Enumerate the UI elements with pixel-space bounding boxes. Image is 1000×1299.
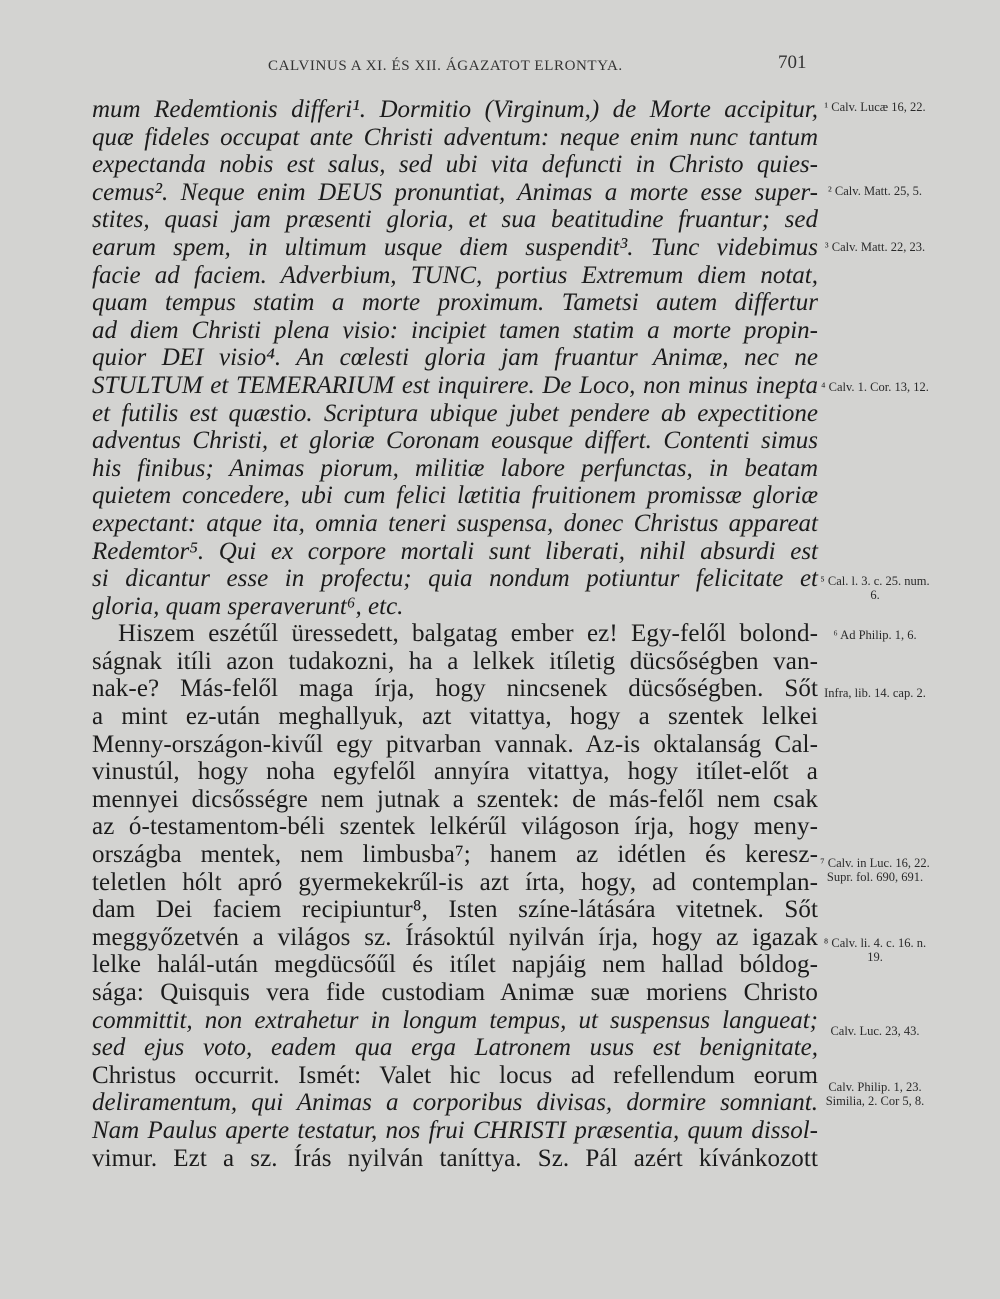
- text-line: Christus occurrit. Ismét: Valet hic locus ad refellendum eorum: [92, 1061, 818, 1089]
- text-line: mennyei dicsősségre nem jutnak a szentek: de más-felől nem csak: [92, 785, 818, 813]
- text-line: expectant: atque ita, omnia teneri suspensa, donec Christus appareat: [92, 509, 818, 537]
- margin-note: ⁶ Ad Philip. 1, 6.: [833, 628, 917, 642]
- text-line: ad diem Christi plena visio: incipiet tamen statim a morte propin-: [92, 316, 818, 344]
- text-line: sága: Quisquis vera fide custodiam Animæ suæ moriens Christo: [92, 979, 818, 1006]
- main-text: [92, 96, 818, 1172]
- margin-note: ¹ Calv. Lucæ 16, 22.: [824, 100, 926, 114]
- text-line: deliramentum, qui Animas a corporibus divisas, dormire somniant.: [92, 1089, 818, 1117]
- text-line: a mint ez-után meghallyuk, azt vitattya, hogy a szentek lelkei: [92, 703, 818, 731]
- margin-note: ² Calv. Matt. 25, 5.: [828, 184, 922, 198]
- text-line: Hiszem eszétűl üressedett, balgatag ember ez! Egy-felől bolond-: [118, 620, 818, 648]
- text-line: si dicantur esse in profectu; quia nondum potiuntur felicitate et: [92, 565, 818, 593]
- text-line: expectanda nobis est salus, sed ubi vita defuncti in Christo quies-: [92, 151, 818, 179]
- margin-note: ³ Calv. Matt. 22, 23.: [824, 240, 926, 254]
- text-line: earum spem, in ultimum usque diem suspendit³. Tunc videbimus: [92, 233, 818, 261]
- text-line: vinustúl, hogy noha egyfelől annyíra vitattya, hogy itílet-előt a: [92, 758, 818, 786]
- text-line: teletlen hólt apró gyermekekrűl-is azt írta, hogy, ad contemplan-: [92, 868, 818, 896]
- text-line: országba mentek, nem limbusba⁷; hanem az idétlen és keresz-: [92, 841, 818, 869]
- text-line: Nam Paulus aperte testatur, nos frui CHRISTI præsentia, quum dissol-: [92, 1116, 818, 1144]
- margin-note: Calv. Philip. 1, 23. Similia, 2. Cor 5, 8.: [825, 1080, 925, 1108]
- margin-note: Infra, lib. 14. cap. 2.: [824, 686, 926, 700]
- text-line: et futilis est quæstio. Scriptura ubique jubet pendere ab expectitione: [92, 399, 818, 427]
- text-line: dam Dei faciem recipiuntur⁸, Isten színe-látására vitetnek. Sőt: [92, 896, 818, 924]
- margin-note: ⁵ Cal. l. 3. c. 25. num. 6.: [820, 574, 930, 602]
- text-line: quietem concedere, ubi cum felici lætitia fruitionem promissæ gloriæ: [92, 482, 818, 510]
- text-line: quior DEI visio⁴. An cœlesti gloria jam fruantur Animæ, nec ne: [92, 344, 818, 372]
- text-line: Redemtor⁵. Qui ex corpore mortali sunt liberati, nihil absurdi est: [92, 537, 818, 565]
- page-number: 701: [778, 52, 807, 73]
- margin-note: ⁷ Calv. in Luc. 16, 22. Supr. fol. 690, 691.: [820, 856, 930, 884]
- text-line: mum Redemtionis differi¹. Dormitio (Virginum,) de Morte accipitur,: [92, 96, 818, 123]
- text-line: nak-e? Más-felől maga írja, hogy nincsenek dücsőségben. Sőt: [92, 675, 818, 703]
- text-line: vimur. Ezt a sz. Írás nyilván taníttya. Sz. Pál azért kívánkozott: [92, 1144, 818, 1172]
- text-line: STULTUM et TEMERARIUM est inquirere. De Loco, non minus inepta: [92, 371, 818, 399]
- text-line: adventus Christi, et gloriæ Coronam eousque differt. Contenti simus: [92, 427, 818, 455]
- text-line: sed ejus voto, eadem qua erga Latronem usus est benignitate,: [92, 1034, 818, 1062]
- text-line: az ó-testamentom-béli szentek lelkérűl világoson írja, hogy meny-: [92, 813, 818, 841]
- text-line: quam tempus statim a morte proximum. Tametsi autem differtur: [92, 289, 818, 317]
- margin-note: Calv. Luc. 23, 43.: [830, 1024, 920, 1038]
- running-title: CALVINUS A XI. ÉS XII. ÁGAZATOT ELRONTYA.: [268, 58, 623, 74]
- margin-note: ⁴ Calv. 1. Cor. 13, 12.: [821, 380, 929, 394]
- text-line: ságnak itíli azon tudakozni, ha a lelkek itíletig dücsőségben van-: [92, 647, 818, 675]
- text-line: cemus². Neque enim DEUS pronuntiat, Animas a morte esse super-: [92, 178, 818, 206]
- text-line: facie ad faciem. Adverbium, TUNC, portius Extremum diem notat,: [92, 261, 818, 289]
- text-line: quæ fideles occupat ante Christi adventum: neque enim nunc tantum: [92, 123, 818, 151]
- text-line: gloria, quam speraverunt⁶, etc.: [92, 592, 404, 620]
- text-line: meggyőzetvén a világos sz. Írásoktúl nyilván írja, hogy az igazak: [92, 923, 818, 951]
- text-line: stites, quasi jam præsenti gloria, et sua beatitudine fruantur; sed: [92, 206, 818, 234]
- text-line: his finibus; Animas piorum, militiæ labore perfunctas, in beatam: [92, 454, 818, 482]
- margin-note: ⁸ Calv. li. 4. c. 16. n. 19.: [823, 936, 927, 964]
- text-line: lelke halál-után megdücsőűl és itílet napjáig nem hallad bóldog-: [92, 951, 818, 979]
- margin-notes: [820, 0, 1000, 1299]
- text-line: committit, non extrahetur in longum tempus, ut suspensus langueat;: [92, 1006, 818, 1034]
- text-line: Menny-országon-kivűl egy pitvarban vannak. Az-is oktalanság Cal-: [92, 730, 818, 758]
